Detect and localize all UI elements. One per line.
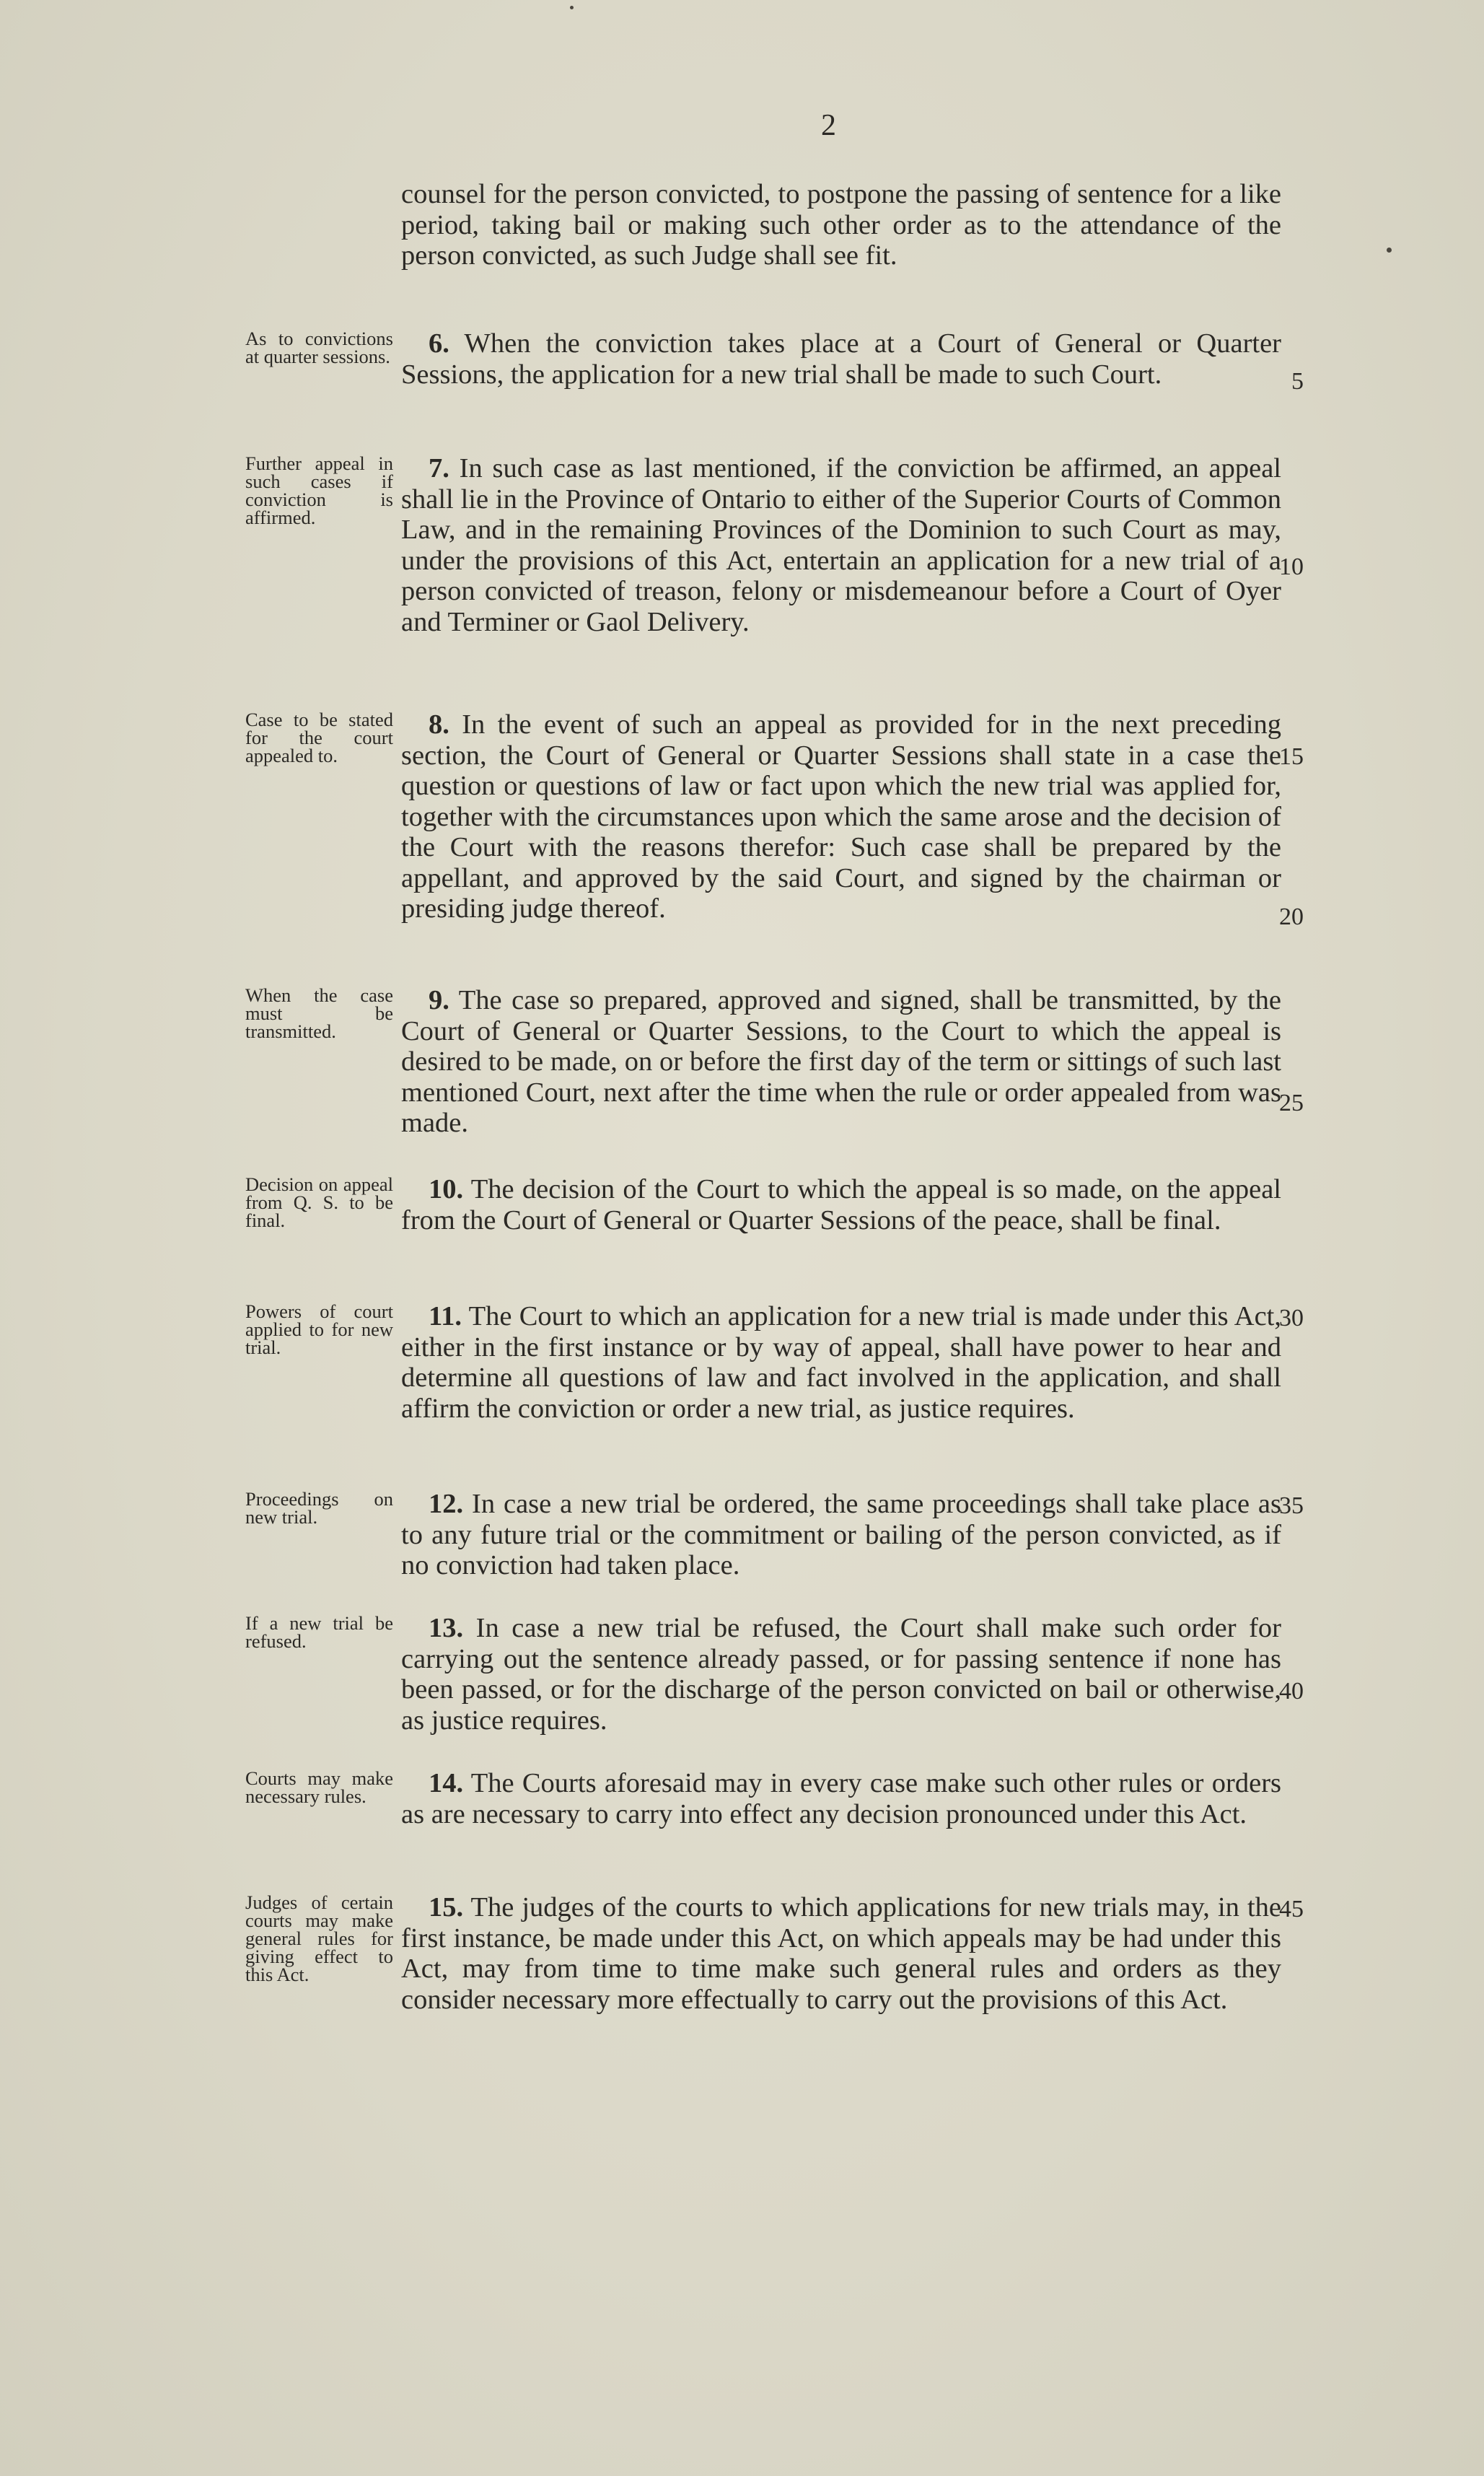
section-text [401, 1174, 1281, 1235]
line-number-15: 15 [1279, 743, 1304, 770]
section-number: 15. [429, 1892, 464, 1922]
section-number: 9. [429, 985, 449, 1015]
section-body: In such case as last mentioned, if the conviction be affirmed, an appeal shall lie in the Province of Ontario to either of the Superior Courts of Common Law, and in the remaining Provinces of the Dominion to such Court as may, under the provisions of this Act, entertain an application for a new trial of a person convicted of treason, felony or misdemeanour before a Court of Oyer and Terminer or Gaol Delivery. [401, 453, 1282, 637]
intro-paragraph: counsel for the person convicted, to postpone the passing of sentence for a like period, taking bail or making such other order as to the attendance of the person convicted, as such Judge shall see fit. [401, 179, 1281, 271]
section-9 [245, 985, 1281, 1139]
margin-note: If a new trial be refused. [245, 1612, 393, 1652]
section-number: 6. [429, 328, 449, 359]
margin-note: When the case must be transmitted. [245, 984, 393, 1042]
section-body: The Court to which an application for a new trial is made under this Act, either in the first instance or by way of appeal, shall have power to hear and determine all questions of law and fact involved in the application, and shall affirm the conviction or order a new trial, as justice requires. [401, 1301, 1281, 1424]
section-body: When the conviction takes place at a Court of General or Quarter Sessions, the application for a new trial shall be made to such Court. [401, 328, 1281, 390]
section-7 [245, 453, 1281, 637]
section-number: 7. [429, 453, 449, 484]
section-number: 12. [429, 1489, 464, 1519]
section-body: The decision of the Court to which the appeal is so made, on the appeal from the Court of General or Quarter Sessions of the peace, shall be final. [401, 1174, 1281, 1235]
line-number-5: 5 [1291, 368, 1304, 395]
margin-note: Proceedings on new trial. [245, 1488, 393, 1528]
line-number-30: 30 [1279, 1305, 1304, 1331]
margin-note: Judges of certain courts may make general rules for giving effect to this Act. [245, 1891, 393, 1985]
margin-note: Case to be stated for the court appealed to. [245, 709, 393, 766]
section-text [401, 709, 1281, 924]
margin-note: Decision on appeal from Q. S. to be final. [245, 1173, 393, 1231]
section-body: The judges of the courts to which applications for new trials may, in the first instance, be made under this Act, on which appeals may be had under this Act, may from time to time make such general rules and orders as they consider necessary more effectually to carry out the provisions of this Act. [401, 1892, 1281, 2015]
page-number: 2 [821, 109, 836, 142]
section-6 [245, 328, 1281, 390]
section-10 [245, 1174, 1281, 1235]
section-8 [245, 709, 1281, 924]
section-text [401, 1301, 1281, 1424]
section-text [401, 1489, 1281, 1581]
line-number-35: 35 [1279, 1492, 1304, 1519]
section-number: 13. [429, 1613, 464, 1643]
margin-note: Powers of court applied to for new trial. [245, 1300, 393, 1358]
line-number-10: 10 [1279, 554, 1304, 580]
line-number-20: 20 [1279, 904, 1304, 930]
section-number: 11. [429, 1301, 462, 1331]
section-text [401, 1892, 1281, 2015]
section-text [401, 328, 1281, 390]
section-14 [245, 1768, 1281, 1829]
section-13 [245, 1613, 1281, 1736]
section-number: 14. [429, 1768, 464, 1798]
section-text [401, 985, 1281, 1139]
section-body: In the event of such an appeal as provided for in the next preceding section, the Court of General or Quarter Sessions shall state in a case the question or questions of law or fact upon which the new trial was applied for, together with the circumstances upon which the same arose and the decision of the Court with the reasons therefor: Such case shall be prepared by the appellant, and approved by the said Court, and signed by the chairman or presiding judge thereof. [401, 709, 1281, 924]
section-number: 8. [429, 709, 449, 740]
section-body: In case a new trial be ordered, the same proceedings shall take place as to any future trial or the commitment or bailing of the person convicted, as if no conviction had taken place. [401, 1489, 1282, 1580]
section-12 [245, 1489, 1281, 1581]
section-text [401, 1613, 1281, 1736]
paper-speck [570, 6, 574, 9]
line-number-25: 25 [1279, 1090, 1304, 1116]
section-15 [245, 1892, 1281, 2015]
line-number-45: 45 [1279, 1896, 1304, 1922]
margin-note: Further appeal in such cases if conviction is affirmed. [245, 452, 393, 528]
section-body: The Courts aforesaid may in every case make such other rules or orders as are necessary to carry into effect any decision pronounced under this Act. [401, 1768, 1282, 1829]
section-11 [245, 1301, 1281, 1424]
section-text [401, 1768, 1281, 1829]
margin-note: As to convictions at quarter sessions. [245, 328, 393, 367]
margin-note: Courts may make necessary rules. [245, 1767, 393, 1807]
section-body: The case so prepared, approved and signed, shall be transmitted, by the Court of General or Quarter Sessions, to the Court to which the appeal is desired to be made, on or before the first day of the term or sittings of such last mentioned Court, next after the time when the rule or order appealed from was made. [401, 985, 1281, 1138]
section-number: 10. [429, 1174, 464, 1204]
line-number-40: 40 [1279, 1678, 1304, 1705]
section-body: In case a new trial be refused, the Court shall make such order for carrying out the sentence already passed, or for passing sentence if none has been passed, or for the discharge of the person convicted on bail or otherwise, as justice requires. [401, 1613, 1281, 1736]
section-text [401, 453, 1281, 637]
paper-speck [1387, 248, 1392, 253]
